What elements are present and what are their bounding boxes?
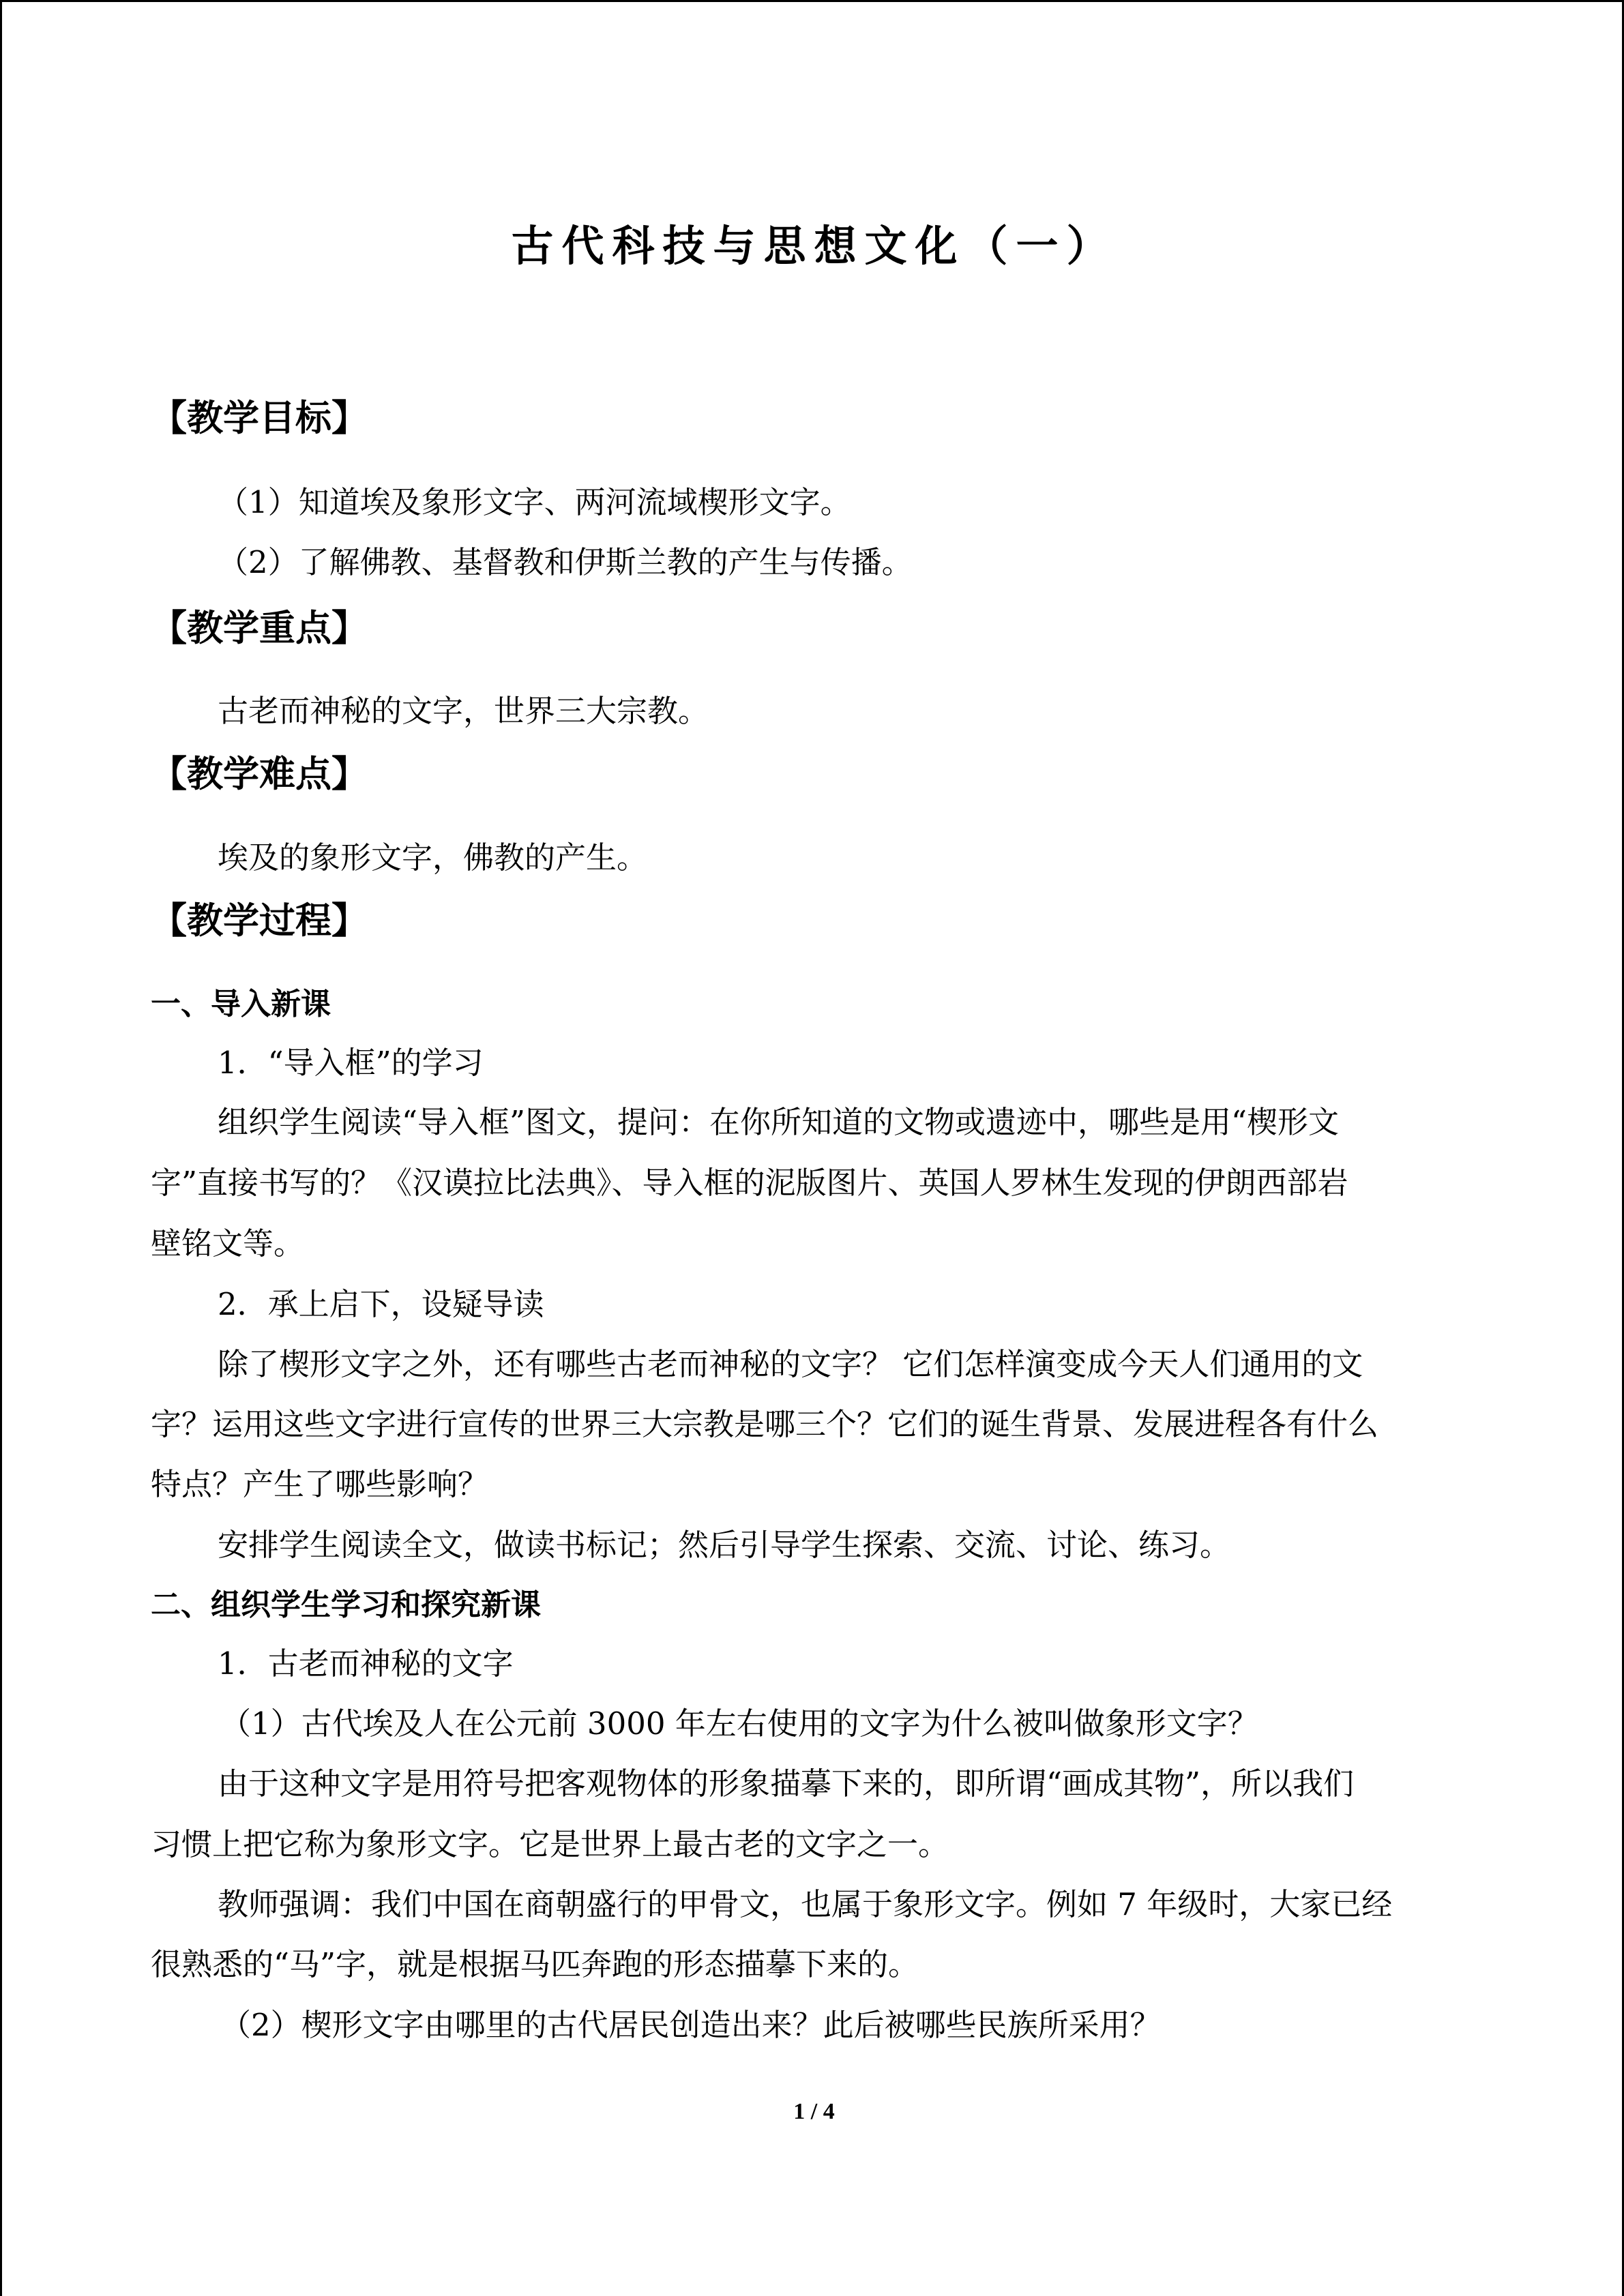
part2-heading: 二、组织学生学习和探究新课 xyxy=(151,1587,541,1622)
heading-objectives: 【教学目标】 xyxy=(151,398,368,439)
part1-step1-title: 1．“导入框”的学习 xyxy=(218,1045,484,1081)
part1-step1-line-2: 字”直接书写的？《汉谟拉比法典》、导入框的泥版图片、英国人罗林生发现的伊朗西部岩 xyxy=(151,1165,1348,1201)
part2-emphasis-line-1: 教师强调：我们中国在商朝盛行的甲骨文，也属于象形文字。例如 7 年级时，大家已经 xyxy=(218,1886,1393,1922)
part2-answer-1-line-2: 习惯上把它称为象形文字。它是世界上最古老的文字之一。 xyxy=(151,1826,949,1862)
key-points-text: 古老而神秘的文字，世界三大宗教。 xyxy=(218,693,709,729)
difficulties-text: 埃及的象形文字，佛教的产生。 xyxy=(218,839,648,876)
heading-process: 【教学过程】 xyxy=(151,900,368,942)
part2-emphasis-line-2: 很熟悉的“马”字，就是根据马匹奔跑的形态描摹下来的。 xyxy=(151,1946,919,1982)
document-title: 古代科技与思想文化（一） xyxy=(511,221,1117,271)
part2-step1-title: 1．古老而神秘的文字 xyxy=(218,1645,514,1682)
part1-heading: 一、导入新课 xyxy=(151,987,331,1022)
heading-difficulties: 【教学难点】 xyxy=(151,754,368,795)
part2-answer-1-line-1: 由于这种文字是用符号把客观物体的形象描摹下来的，即所谓“画成其物”，所以我们 xyxy=(218,1765,1355,1802)
objective-item-1: （1）知道埃及象形文字、两河流域楔形文字。 xyxy=(218,484,851,520)
part1-step1-line-1: 组织学生阅读“导入框”图文，提问：在你所知道的文物或遗迹中，哪些是用“楔形文 xyxy=(218,1104,1340,1140)
part1-step2-line-2: 字？运用这些文字进行宣传的世界三大宗教是哪三个？它们的诞生背景、发展进程各有什么 xyxy=(151,1406,1379,1442)
part1-step1-line-3: 壁铭文等。 xyxy=(151,1225,305,1262)
part1-step2-title: 2．承上启下，设疑导读 xyxy=(218,1286,544,1322)
page-number: 1 / 4 xyxy=(793,2099,835,2124)
part2-question-2: （2）楔形文字由哪里的古代居民创造出来？此后被哪些民族所采用？ xyxy=(220,2007,1161,2043)
part1-step2-line-3: 特点？产生了哪些影响？ xyxy=(151,1466,489,1502)
part1-step2-line-1: 除了楔形文字之外，还有哪些古老而神秘的文字？ 它们怎样演变成今天人们通用的文 xyxy=(218,1346,1363,1382)
objective-item-2: （2）了解佛教、基督教和伊斯兰教的产生与传播。 xyxy=(218,544,913,580)
part1-step2-line-4: 安排学生阅读全文，做读书标记；然后引导学生探索、交流、讨论、练习。 xyxy=(218,1527,1231,1563)
heading-key-points: 【教学重点】 xyxy=(151,608,368,649)
part2-question-1: （1）古代埃及人在公元前 3000 年左右使用的文字为什么被叫做象形文字？ xyxy=(220,1705,1258,1742)
